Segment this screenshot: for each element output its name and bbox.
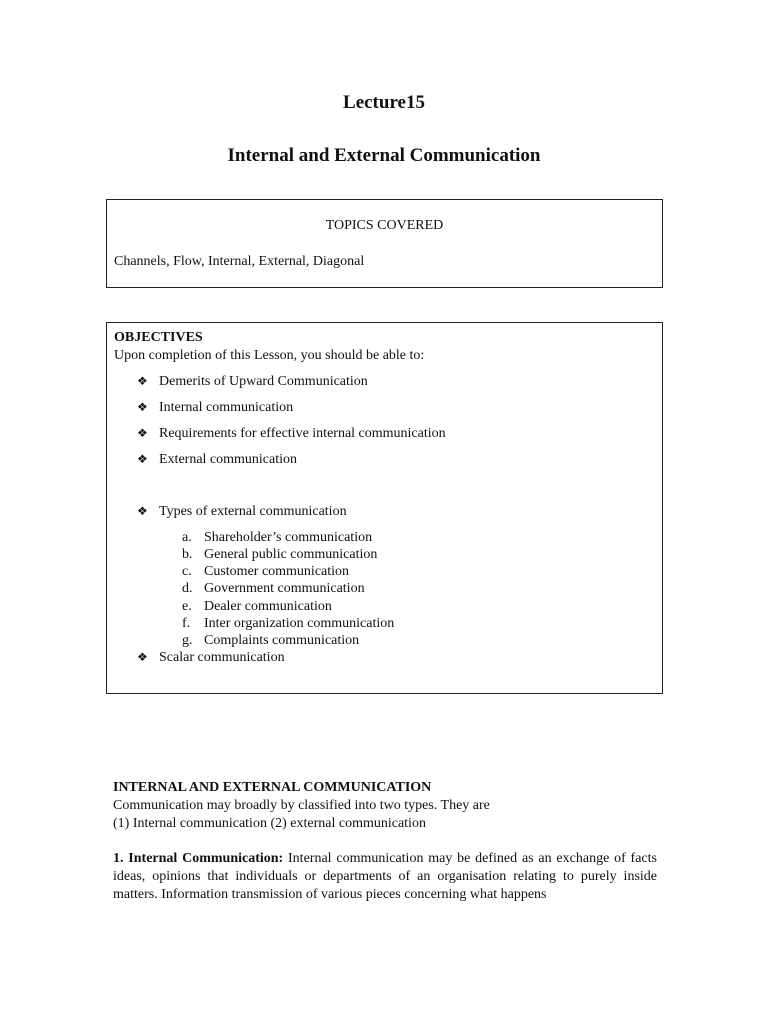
sub-list-item: b. General public communication [182, 547, 378, 562]
objective-bullet: ❖ External communication [137, 452, 298, 467]
objective-bullet: ❖ Demerits of Upward Communication [137, 374, 368, 389]
objectives-box [106, 322, 663, 694]
objectives-intro: Upon completion of this Lesson, you should be able to: [114, 348, 425, 363]
diamond-bullet-icon: ❖ [137, 452, 148, 466]
intro-line: (1) Internal communication (2) external communication [113, 816, 426, 831]
objective-bullet: ❖ Internal communication [137, 400, 294, 415]
sub-list-item: a. Shareholder’s communication [182, 530, 373, 545]
topics-covered-box [106, 199, 663, 288]
sub-list-item: e. Dealer communication [182, 599, 332, 614]
paragraph-lead: 1. Internal Communication: [113, 851, 284, 866]
topics-heading: TOPICS COVERED [325, 218, 444, 233]
internal-communication-paragraph [113, 850, 657, 904]
objective-bullet: ❖ Scalar communication [137, 650, 285, 665]
sub-list-item: d. Government communication [182, 581, 365, 596]
section-heading: INTERNAL AND EXTERNAL COMMUNICATION [113, 780, 432, 795]
diamond-bullet-icon: ❖ [137, 504, 148, 518]
diamond-bullet-icon: ❖ [137, 426, 148, 440]
diamond-bullet-icon: ❖ [137, 374, 148, 388]
paragraph-body: Internal communication may be defined as an exchange of facts ideas, opinions that individuals or departments of an organisation relating to purely inside matters. Information transmission of various pieces concerning what happens [113, 851, 657, 902]
objective-bullet: ❖ Types of external communication [137, 504, 347, 519]
page-title: Internal and External Communication [227, 145, 541, 166]
lecture-number: Lecture15 [343, 92, 425, 113]
sub-list-item: f. Inter organization communication [182, 616, 395, 631]
sub-list-item: g. Complaints communication [182, 633, 360, 648]
topics-text: Channels, Flow, Internal, External, Diagonal [114, 254, 365, 269]
diamond-bullet-icon: ❖ [137, 400, 148, 414]
sub-list-item: c. Customer communication [182, 564, 350, 579]
objective-bullet: ❖ Requirements for effective internal communication [137, 426, 446, 441]
objectives-heading: OBJECTIVES [114, 330, 203, 345]
diamond-bullet-icon: ❖ [137, 650, 148, 664]
intro-line: Communication may broadly by classified into two types. They are [113, 798, 490, 813]
